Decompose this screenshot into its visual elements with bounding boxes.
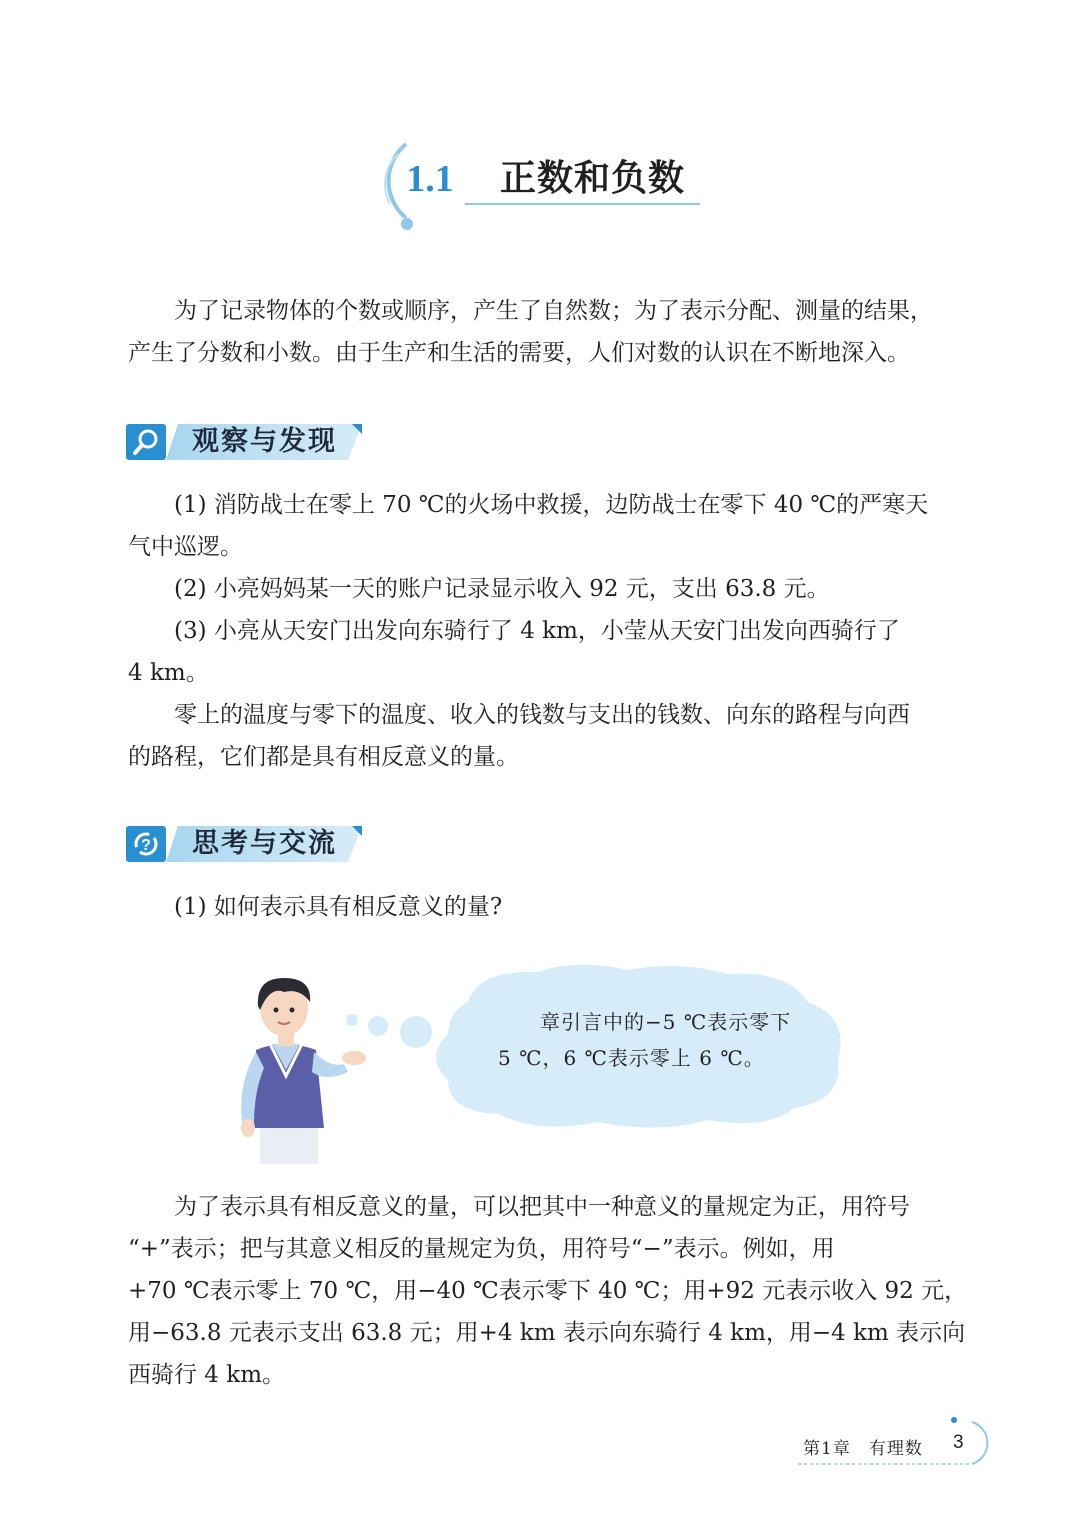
think-question (128, 886, 954, 928)
think-question-line: (1) 如何表示具有相反意义的量? (128, 894, 503, 920)
explanation-line: +70 ℃表示零上 70 ℃，用−40 ℃表示零下 40 ℃；用+92 元表示收入 92 元， (128, 1278, 968, 1304)
observe-label-banner (126, 422, 366, 462)
bubble-text-line-2: 5 ℃，6 ℃表示零上 6 ℃。 (498, 1046, 765, 1070)
section-title: 正数和负数 (500, 158, 686, 199)
magnifier-icon (130, 427, 162, 457)
observe-line: (1) 消防战士在零上 70 ℃的火场中救援，边防战士在零下 40 ℃的严寒天 (128, 492, 929, 518)
intro-paragraph (128, 290, 954, 374)
section-number: 1.1 (406, 158, 454, 200)
footer-chapter: 第1章 有理数 (803, 1439, 923, 1459)
svg-text:?: ? (141, 837, 151, 854)
explanation-line: 西骑行 4 km。 (128, 1362, 286, 1388)
intro-line: 产生了分数和小数。由于生产和生活的需要，人们对数的认识在不断地深入。 (128, 340, 910, 366)
observe-line: 4 km。 (128, 660, 209, 686)
explanation-line: “+”表示；把与其意义相反的量规定为负，用符号“−”表示。例如，用 (128, 1236, 835, 1262)
observe-line: (2) 小亮妈妈某一天的账户记录显示收入 92 元，支出 63.8 元。 (128, 576, 830, 602)
explanation-line: 为了表示具有相反意义的量，可以把其中一种意义的量规定为正，用符号 (128, 1194, 910, 1220)
think-label-banner (126, 824, 366, 864)
page-number: 3 (953, 1432, 964, 1453)
observe-content (128, 484, 954, 778)
bubble-text-line-1: 章引言中的−5 ℃表示零下 (540, 1010, 792, 1034)
think-label: 思考与交流 (192, 828, 337, 859)
observe-line: 零上的温度与零下的温度、收入的钱数与支出的钱数、向东的路程与向西 (128, 702, 910, 728)
explanation-line: 用−63.8 元表示支出 63.8 元；用+4 km 表示向东骑行 4 km，用−4 km 表示向 (128, 1320, 966, 1346)
observe-line: 气中巡逻。 (128, 534, 243, 560)
observe-line: 的路程，它们都是具有相反意义的量。 (128, 744, 519, 770)
intro-line: 为了记录物体的个数或顺序，产生了自然数；为了表示分配、测量的结果， (128, 298, 933, 324)
observe-label: 观察与发现 (192, 426, 337, 457)
question-cycle-icon (130, 829, 162, 859)
explanation-paragraph (128, 1186, 968, 1396)
observe-line: (3) 小亮从天安门出发向东骑行了 4 km，小莹从天安门出发向西骑行了 (128, 618, 900, 644)
